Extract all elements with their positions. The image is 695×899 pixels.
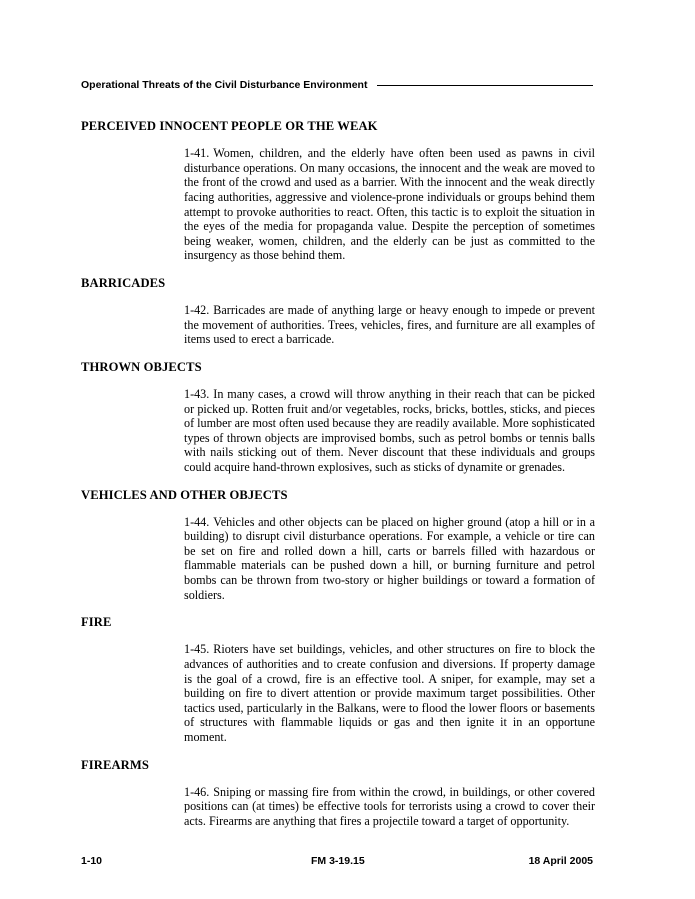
paragraph-1-44	[184, 515, 595, 603]
paragraph-text: Barricades are made of anything large or heavy enough to impede or prevent the movement of authorities. Trees, vehicles, fires, and furniture are all examples of items used to erect a barricade.	[184, 303, 595, 347]
section-heading: THROWN OBJECTS	[81, 359, 202, 374]
paragraph-1-43	[184, 387, 595, 475]
paragraph-text: Sniping or massing fire from within the crowd, in buildings, or other covered positions can (at times) be effective tools for terrorists using a crowd to cover their acts. Firearms are anything that fires a projectile toward a target of opportunity.	[184, 784, 595, 828]
running-header-title: Operational Threats of the Civil Disturbance Environment	[81, 79, 368, 91]
footer-page-number: 1-10	[81, 855, 103, 867]
footer-date: 18 April 2005	[528, 855, 593, 867]
paragraph-number: 1-44.	[184, 514, 210, 529]
paragraph-1-46	[184, 785, 595, 829]
running-header	[81, 79, 593, 91]
section-heading: PERCEIVED INNOCENT PEOPLE OR THE WEAK	[81, 119, 378, 133]
paragraph-text: Rioters have set buildings, vehicles, and other structures on fire to block the advances of authorities and to create confusion and diversions. If property damage is the goal of a crowd, fire is an effective tool. A sniper, for example, may set a building on fire to divert attention or provide maximum target possibilities. Other tactics used, particularly in the Balkans, were to flood the lower floors or basements of structures with flammable liquids or gas and then ignite it in an opportune moment.	[184, 642, 595, 744]
section-vehicles-and-other-objects	[81, 488, 595, 603]
paragraph-1-45	[184, 642, 595, 744]
paragraph-1-41	[184, 146, 595, 263]
section-thrown-objects	[81, 360, 595, 475]
paragraph-text: Women, children, and the elderly have often been used as pawns in civil disturbance operations. On many occasions, the innocent and the weak are moved to the front of the crowd and used as a barrier. With the innocent and the weak directly facing authorities, aggressive and violence-prone individuals or groups behind them attempt to provoke authorities to react. Often, this tactic is to exploit the situation in the eyes of the media for propaganda value. Despite the perception of sometimes being weaker, women, children, and the elderly can be just as committed to the insurgency as those behind them.	[184, 146, 595, 263]
section-fire	[81, 615, 595, 744]
paragraph-number: 1-42.	[184, 303, 210, 318]
document-body	[81, 119, 595, 841]
section-heading: BARRICADES	[81, 275, 166, 290]
footer-document-id: FM 3-19.15	[311, 855, 365, 867]
paragraph-number: 1-41.	[184, 146, 210, 161]
section-barricades	[81, 276, 595, 347]
section-firearms	[81, 758, 595, 829]
section-heading: FIRE	[81, 615, 112, 630]
paragraph-number: 1-43.	[184, 386, 210, 401]
section-heading: FIREARMS	[81, 757, 149, 772]
paragraph-text: In many cases, a crowd will throw anything in their reach that can be picked or picked up. Rotten fruit and/or vegetables, rocks, bricks, bottles, sticks, and pieces of lumber are most often used because they are readily available. More sophisticated types of thrown objects are improvised bombs, such as petrol bombs or tennis balls with nails sticking out of them. Never discount that these individuals and groups could acquire hand-thrown explosives, such as sticks of dynamite or grenades.	[184, 386, 595, 474]
section-perceived-innocent	[81, 119, 595, 263]
paragraph-number: 1-46.	[184, 784, 210, 799]
paragraph-1-42	[184, 303, 595, 347]
paragraph-number: 1-45.	[184, 642, 210, 657]
header-rule	[377, 85, 593, 86]
section-heading: VEHICLES AND OTHER OBJECTS	[81, 487, 288, 502]
paragraph-text: Vehicles and other objects can be placed on higher ground (atop a hill or in a building) to disrupt civil disturbance operations. For example, a vehicle or tire can be set on fire and rolled down a hill, carts or barrels filled with hazardous or flammable materials can be pushed down a hill, or burning furniture and petrol bombs can be thrown from two-story or higher buildings or toward a formation of soldiers.	[184, 514, 595, 602]
